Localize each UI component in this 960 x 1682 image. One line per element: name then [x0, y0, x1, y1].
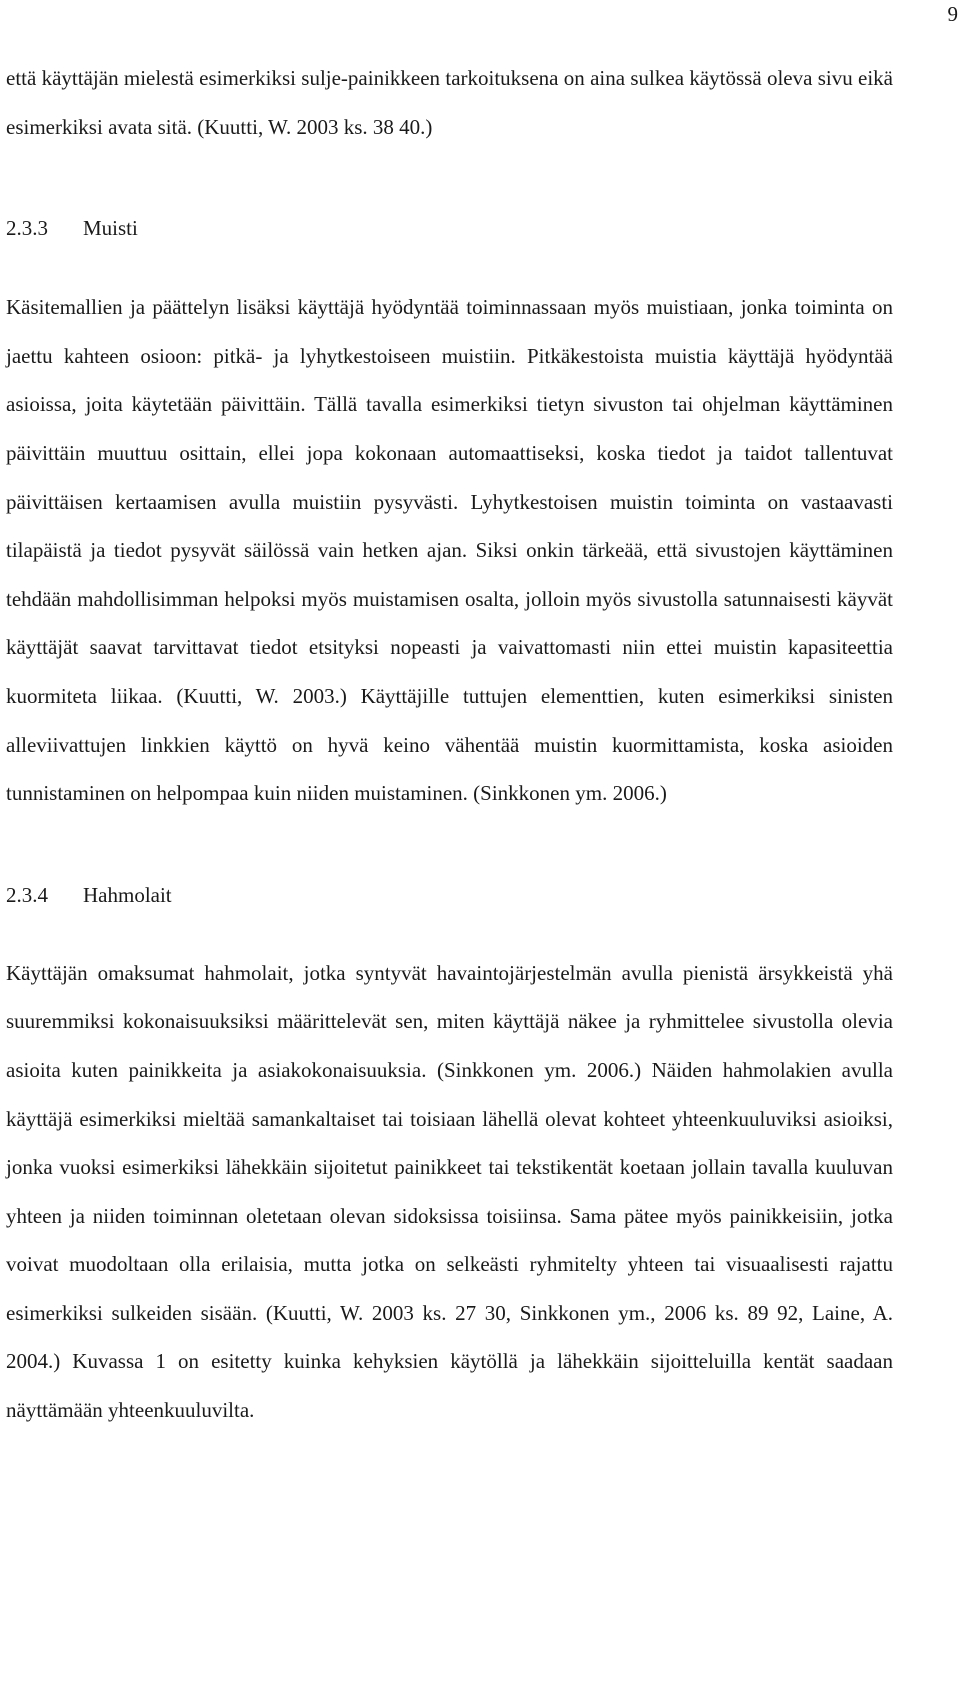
section-paragraph-hahmolait: Käyttäjän omaksumat hahmolait, jotka syntyvät havaintojärjestelmän avulla pienistä ärsykkeistä yhä suuremmiksi kokonaisuuksiksi määrittelevät sen, miten käyttäjä näkee ja ryhmittelee sivustolla olevia asioita kuten painikkeita ja asiakokonaisuuksia. (Sinkkonen ym. 2006.) Näiden hahmolakien avulla käyttäjä esimerkiksi mieltää samankaltaiset tai toisiaan lähellä olevat kohteet yhteenkuuluviksi asioiksi, jonka vuoksi esimerkiksi lähekkäin sijoitetut painikkeet tai tekstikentät koetaan jollain tavalla kuuluvan yhteen ja niiden toiminnan oletetaan olevan sidoksissa toisiinsa. Sama pätee myös painikkeisiin, jotka voivat muodoltaan olla erilaisia, mutta jotka on selkeästi ryhmitelty yhteen tai visuaalisesti rajattu esimerkiksi sulkeiden sisään. (Kuutti, W. 2003 ks. 27 30, Sinkkonen ym., 2006 ks. 89 92, Laine, A. 2004.) Kuvassa 1 on esitetty kuinka kehyksien käytöllä ja lähekkäin sijoitteluilla kentät saadaan näyttämään yhteenkuuluvilta.	[6, 960, 893, 1423]
page-number: 9	[947, 2, 958, 26]
section-paragraph-muisti: Käsitemallien ja päättelyn lisäksi käyttäjä hyödyntää toiminnassaan myös muistiaan, jonka toiminta on jaettu kahteen osioon: pitkä- ja lyhytkestoiseen muistiin. Pitkäkestoista muistia käyttäjä hyödyntää asioissa, joita käytetään päivittäin. Tällä tavalla esimerkiksi tietyn sivuston tai ohjelman käyttäminen päivittäin muuttuu osittain, ellei jopa kokonaan automaattiseksi, koska tiedot ja taidot tallentuvat päivittäisen kertaamisen avulla muistiin pysyvästi. Lyhytkestoisen muistin toiminta on vastaavasti tilapäistä ja tiedot pysyvät säilössä vain hetken ajan. Siksi onkin tärkeää, että sivustojen käyttäminen tehdään mahdollisimman helpoksi myös muistamisen osalta, jolloin myös sivustolla satunnaisesti käyvät käyttäjät saavat tarvittavat tiedot etsityksi nopeasti ja vaivattomasti niin ettei muistin kapasiteettia kuormiteta liikaa. (Kuutti, W. 2003.) Käyttäjille tuttujen elementtien, kuten esimerkiksi sinisten alleviivattujen linkkien käyttö on hyvä keino vähentää muistin kuormittamista, koska asioiden tunnistaminen on helpompaa kuin niiden muistaminen. (Sinkkonen ym. 2006.)	[6, 295, 893, 806]
section-title: Hahmolait	[83, 882, 172, 907]
section-number: 2.3.4	[6, 882, 48, 907]
section-heading-muisti	[6, 204, 893, 252]
intro-paragraph: että käyttäjän mielestä esimerkiksi sulje-painikkeen tarkoituksena on aina sulkea käytössä oleva sivu eikä esimerkiksi avata sitä. (Kuutti, W. 2003 ks. 38 40.)	[6, 66, 893, 139]
section-heading-hahmolait	[6, 871, 893, 919]
section-number: 2.3.3	[6, 216, 48, 241]
document-body	[6, 54, 893, 1435]
section-title: Muisti	[83, 216, 138, 241]
